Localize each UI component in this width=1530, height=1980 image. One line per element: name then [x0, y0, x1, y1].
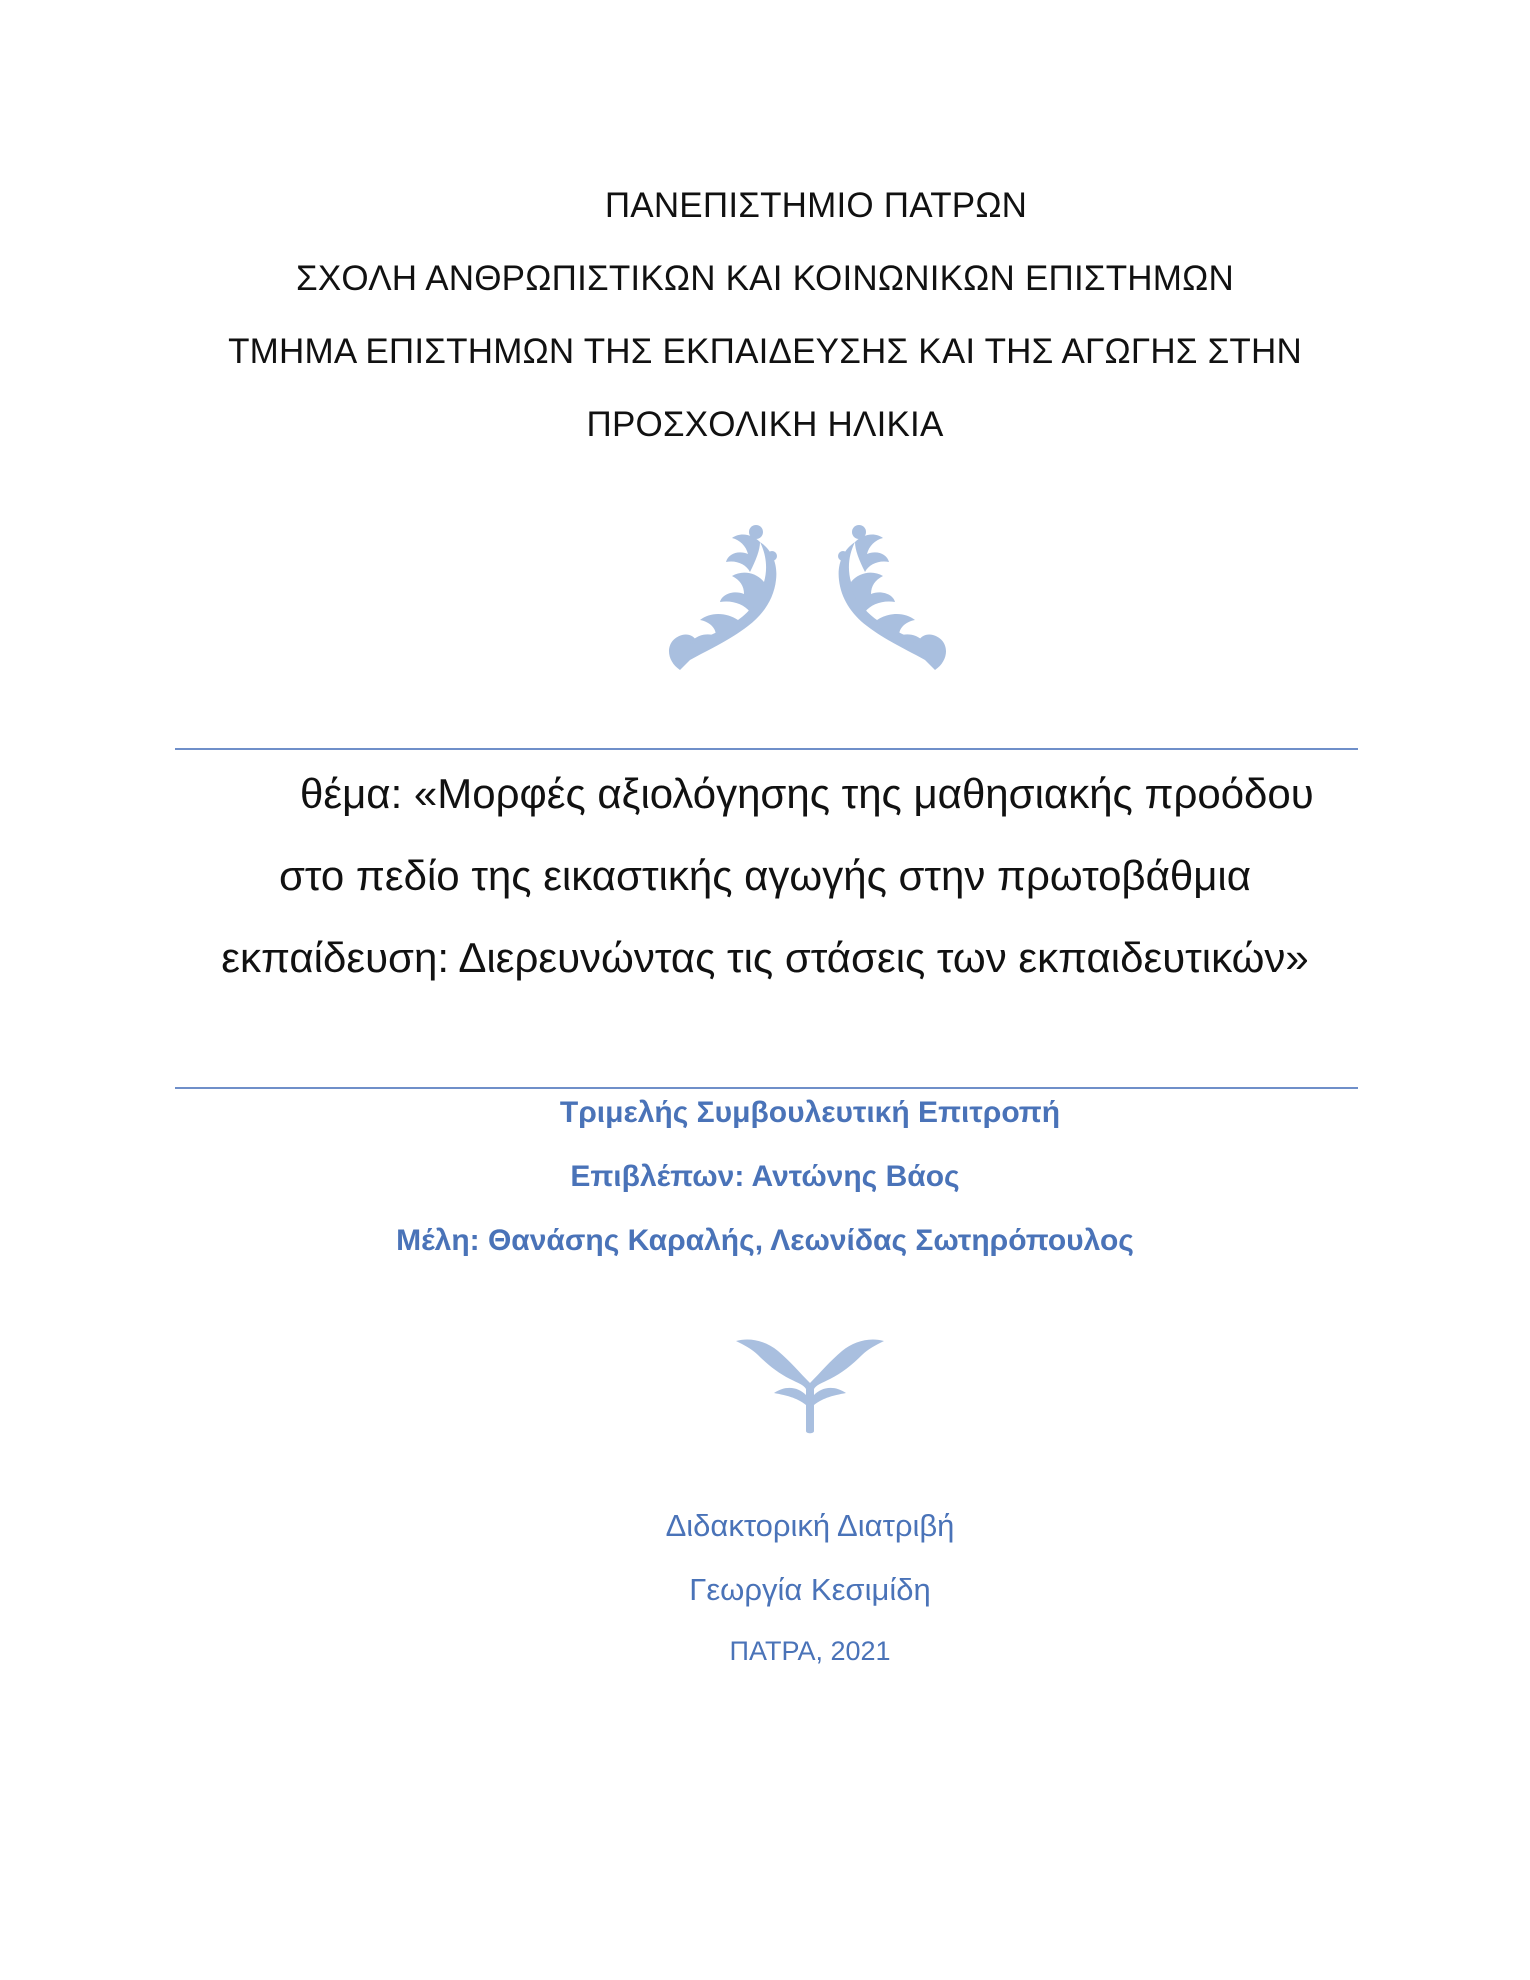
top-divider	[175, 748, 1358, 750]
leaf-ornament-icon	[734, 1335, 886, 1435]
floral-scroll-ornament-icon	[660, 520, 955, 680]
thesis-title-line1: θέμα: «Μορφές αξιολόγησης της μαθησιακής προόδου	[300, 770, 1314, 817]
committee-heading: Τριμελής Συμβουλευτική Επιτροπή	[559, 1096, 1061, 1129]
committee-members: Μέλη: Θανάσης Καραλής, Λεωνίδας Σωτηρόπουλος	[396, 1224, 1134, 1257]
thesis-title-line2: στο πεδίο της εικαστικής αγωγής στην πρωτοβάθμια	[278, 852, 1252, 899]
bottom-divider	[175, 1087, 1358, 1089]
document-type: Διδακτορική Διατριβή	[665, 1508, 955, 1543]
committee-supervisor: Επιβλέπων: Αντώνης Βάος	[570, 1160, 960, 1193]
school-name: ΣΧΟΛΗ ΑΝΘΡΩΠΙΣΤΙΚΩΝ ΚΑΙ ΚΟΙΝΩΝΙΚΩΝ ΕΠΙΣΤΗΜΩΝ	[296, 259, 1234, 298]
author-name: Γεωργία Κεσιμίδη	[689, 1572, 931, 1607]
department-name-line1: ΤΜΗΜΑ ΕΠΙΣΤΗΜΩΝ ΤΗΣ ΕΚΠΑΙΔΕΥΣΗΣ ΚΑΙ ΤΗΣ ΑΓΩΓΗΣ ΣΤΗΝ	[228, 332, 1302, 371]
university-name: ΠΑΝΕΠΙΣΤΗΜΙΟ ΠΑΤΡΩΝ	[604, 186, 1028, 225]
place-year: ΠΑΤΡΑ, 2021	[729, 1636, 891, 1666]
department-name-line2: ΠΡΟΣΧΟΛΙΚΗ ΗΛΙΚΙΑ	[586, 405, 944, 444]
thesis-title-line3: εκπαίδευση: Διερευνώντας τις στάσεις των εκπαιδευτικών»	[221, 934, 1309, 981]
